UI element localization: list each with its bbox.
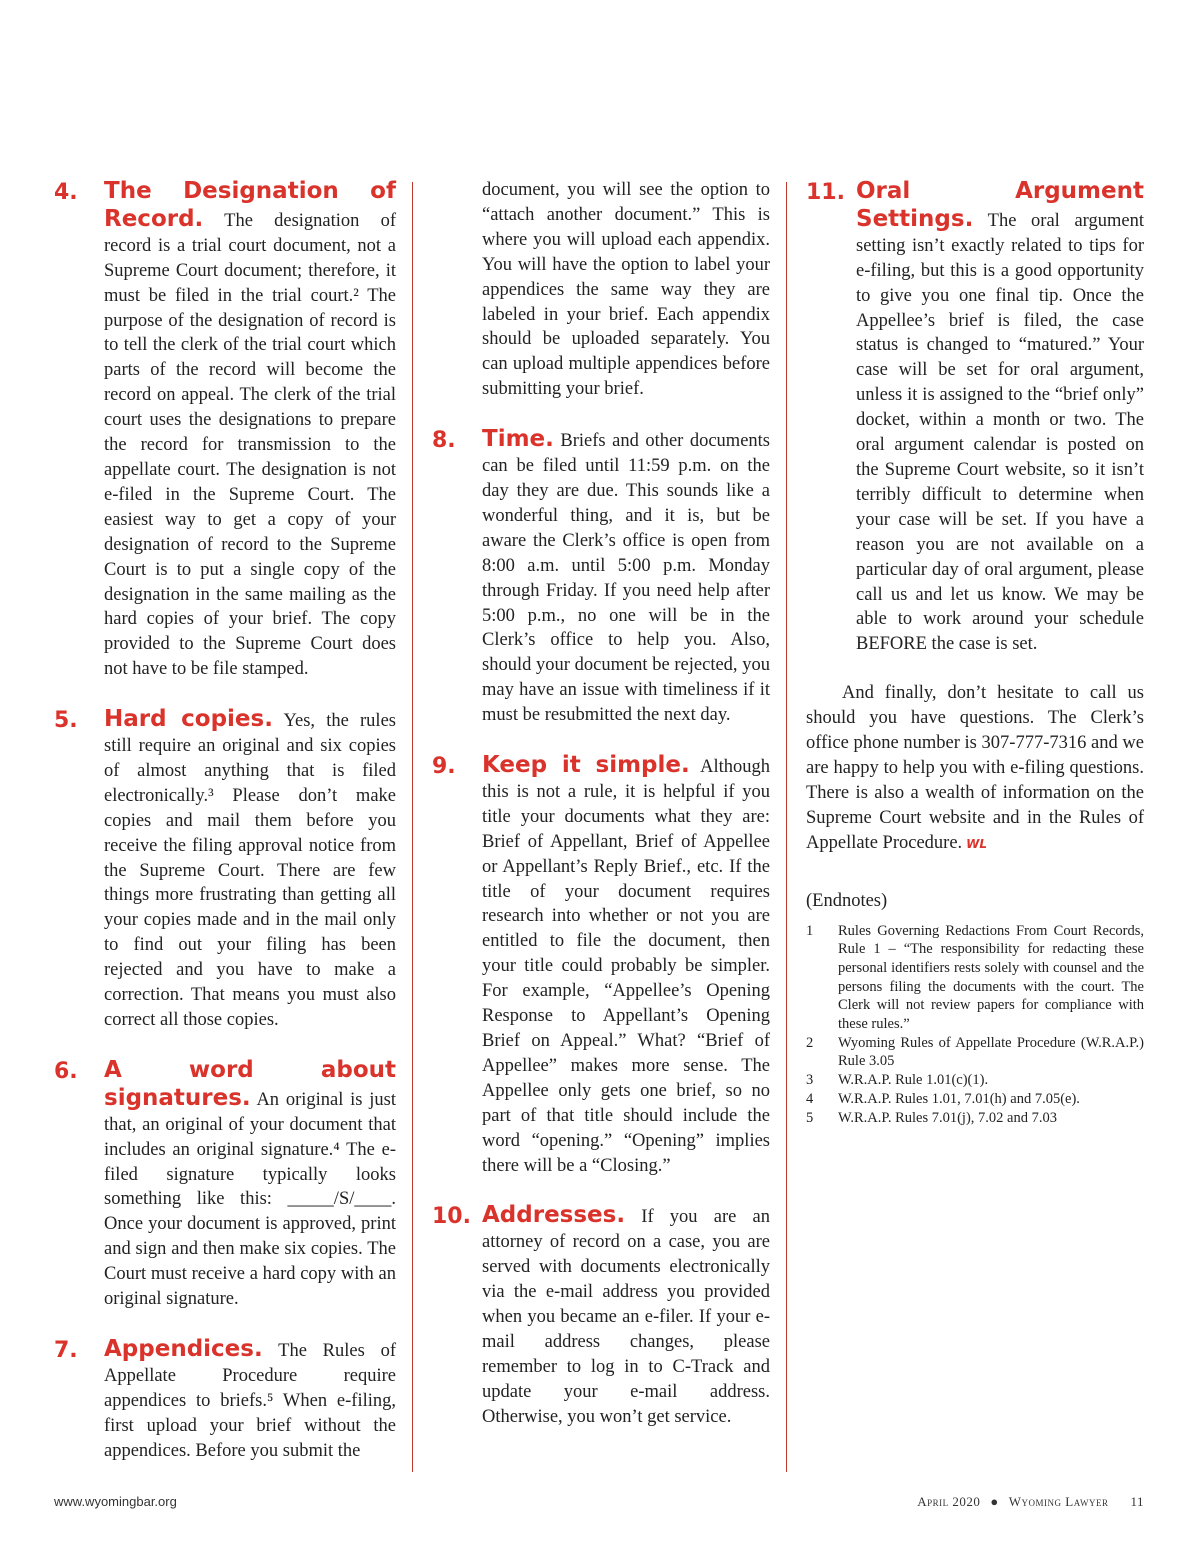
closing-text: And finally, don’t hesitate to call us should you have questions. The Clerk’s office phone number is 307-777-7316 and we are happy to help you with e-filing questions. There is also a wealth of information on the Supreme Court website and in the Rules of Appellate Procedure. xyxy=(806,683,1144,853)
column-2 xyxy=(432,178,770,1454)
tip-number: 8. xyxy=(432,428,456,454)
tip-item-9 xyxy=(432,752,770,1178)
tip-number: 7. xyxy=(54,1337,78,1363)
closing-paragraph xyxy=(806,681,1144,856)
tip-number: 5. xyxy=(54,708,78,734)
wyoming-lawyer-end-mark: WL xyxy=(966,836,988,851)
endnote-item: 1 Rules Governing Redactions From Court Records, Rule 1 – “The responsibility for redacting these personal identifiers rests solely with counsel and the persons filing the documents with the court. The Clerk will not review papers for compliance with these rules.” xyxy=(806,922,1144,1033)
bullet-icon: ● xyxy=(990,1494,999,1509)
tip-heading: A word about signatures. xyxy=(104,1056,396,1111)
tip-heading: Oral Argument Settings. xyxy=(856,178,1144,232)
tip-number: 4. xyxy=(54,180,78,205)
column-divider-1 xyxy=(412,182,413,1472)
column-3 xyxy=(806,178,1144,1127)
tip-text: If you are an attorney of record on a case, you are served with documents electronically via the e-mail address you provided when you became an e-filer. If your e-mail address changes, please remember to log in to C-Track and update your e-mail address. Otherwise, you won’t get service. xyxy=(482,1207,770,1427)
endnote-item: 4 W.R.A.P. Rules 1.01, 7.01(h) and 7.05(e). xyxy=(806,1090,1080,1107)
tip-heading: The Designation of Record. xyxy=(104,178,396,232)
endnote-item: 5 W.R.A.P. Rules 7.01(j), 7.02 and 7.03 xyxy=(806,1109,1057,1126)
tip-text: An original is just that, an original of your document that includes an original signature.⁴ The e-filed signature typically looks something like this: _____/S/____. Once your document is approved, print and sign and then make six copies. The Court must receive a hard copy with an original signature. xyxy=(104,1089,396,1310)
tip-item-7 xyxy=(54,1336,396,1464)
tip-number: 10. xyxy=(432,1204,471,1230)
endnote-item: 3 W.R.A.P. Rule 1.01(c)(1). xyxy=(806,1072,989,1089)
tip-text: The designation of record is a trial court document, not a Supreme Court document; therefore, it must be filed in the trial court.² The purpose of the designation of record is to tell the clerk of the trial court which parts of the record will become the record on appeal. The clerk of the trial court uses the designations to prepare the record for transmission to the appellate court. The designation is not e-filed in the Supreme Court. The easiest way to get a copy of your designation of record to the Supreme Court is to put a single copy of the designation in the same mailing as the hard copies of your brief. The copy provided to the Supreme Court does not have to be file stamped. xyxy=(104,210,396,680)
tip-item-8 xyxy=(432,426,770,728)
footer-issue-date: April 2020 xyxy=(917,1494,981,1509)
tip-heading: Keep it simple. xyxy=(482,752,690,779)
tip-heading: Appendices. xyxy=(104,1335,263,1362)
continuation-text: document, you will see the option to “attach another document.” This is where you will upload each appendix. You will have the option to label your appendices the same way they are labeled in your brief. Each appendix should be uploaded separately. You can upload multiple appendices before submitting your brief. xyxy=(482,180,770,400)
page-number: 11 xyxy=(1130,1494,1144,1509)
tip-number: 11. xyxy=(806,180,845,205)
tip-text: Although this is not a rule, it is helpful if you title your documents what they are: Brief of Appellant, Brief of Appellee or Appellant’s Reply Brief., etc. If the title of your document requires research into whether or not you are entitled to file the document, then your title could probably be simpler. For example, “Appellee’s Opening Response to Appellant’s Opening Brief on Appeal.” What? “Brief of Appellee” makes more sense. The Appellee only gets one brief, so no part of that title should include the word “opening.” “Opening” implies there will be a “Closing.” xyxy=(482,757,770,1176)
tip-item-6 xyxy=(54,1057,396,1312)
tip-heading: Time. xyxy=(482,426,554,453)
tip-text: The oral argument setting isn’t exactly related to tips for e-filing, but this is a good opportunity to give you one final tip. Once the Appellee’s brief is filed, the case status is changed to “matured.” Your case will be set for oral argument, unless it is assigned to the “brief only” docket, within a month or two. The oral argument calendar is posted on the Supreme Court website, so it isn’t terribly difficult to determine when your case will be set. If you have a reason you are not available on a particular day of oral argument, please call us and let us know. We may be able to work around your schedule BEFORE the case is set. xyxy=(856,210,1144,655)
column-divider-2 xyxy=(786,182,787,1472)
tip-heading: Hard copies. xyxy=(104,706,273,733)
footer-publication: Wyoming Lawyer xyxy=(1008,1494,1109,1509)
tip-item-11 xyxy=(806,178,1144,657)
endnotes-list xyxy=(806,922,1144,1128)
column-1 xyxy=(54,178,396,1488)
tip-text: Yes, the rules still require an original and six copies of almost anything that is filed electronically.³ Please don’t make copies and mail them before you receive the filing approval notice from the Supreme Court. There are few things more frustrating than getting all your copies made and in the mail only to find out your filing has been rejected and you have to make a correction. That means you must also correct all those copies. xyxy=(104,711,396,1030)
footer-website: www.wyomingbar.org xyxy=(54,1494,177,1509)
tip-number: 6. xyxy=(54,1058,78,1084)
tip-text: Briefs and other documents can be filed until 11:59 p.m. on the day they are due. This sounds like a wonderful thing, and it is, but be aware the Clerk’s office is open from 8:00 a.m. until 5:00 p.m. Monday through Friday. If you need help after 5:00 p.m., no one will be in the Clerk’s office to help you. Also, should your document be rejected, you may have an issue with timeliness if it must be resubmitted the next day. xyxy=(482,431,770,726)
tip-item-4 xyxy=(54,178,396,682)
endnotes-title: (Endnotes) xyxy=(806,890,888,911)
tip-heading: Addresses. xyxy=(482,1202,626,1229)
tip-item-5 xyxy=(54,706,396,1033)
tip-number: 9. xyxy=(432,754,456,780)
footer-issue-info xyxy=(917,1494,1144,1510)
endnote-item: 2 Wyoming Rules of Appellate Procedure (W.R.A.P.) Rule 3.05 xyxy=(806,1034,1144,1070)
tip-item-10 xyxy=(432,1202,770,1429)
tip-text: The Rules of Appellate Procedure require appendices to briefs.⁵ When e-filing, first upload your brief without the appendices. Before you submit the xyxy=(104,1340,396,1461)
tip-7-continuation xyxy=(432,178,770,402)
